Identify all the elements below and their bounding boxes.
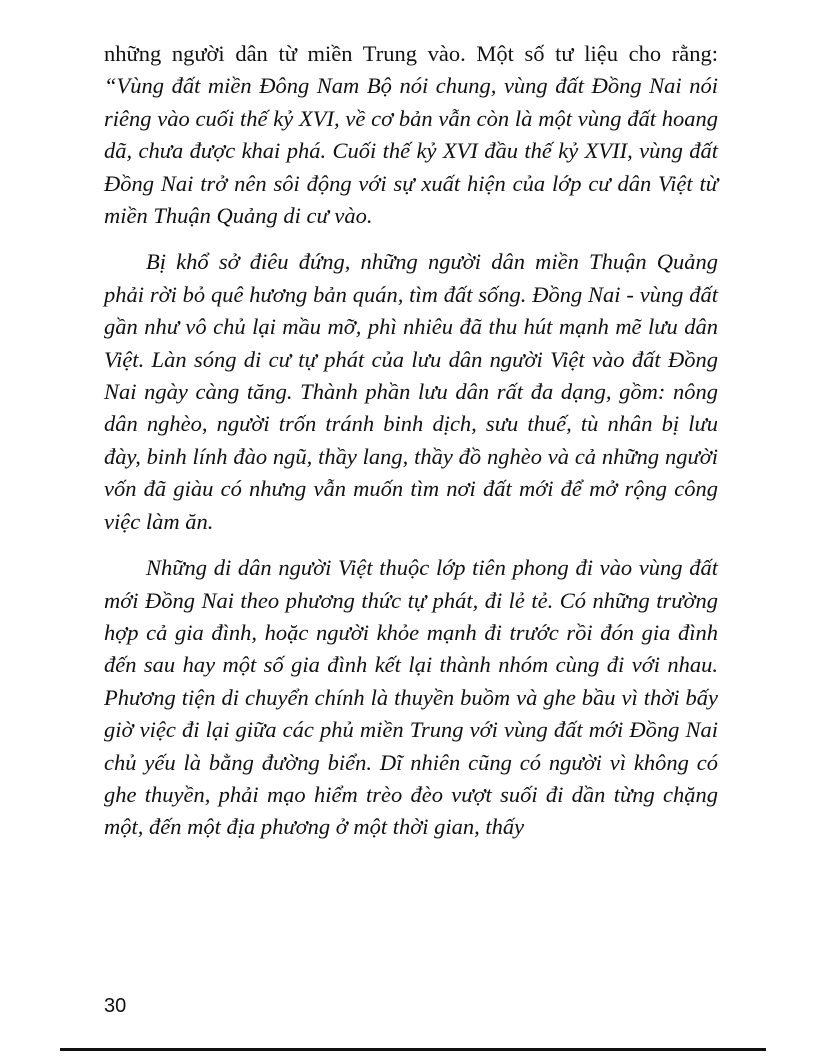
paragraph-1 (104, 38, 718, 232)
bottom-rule-divider (60, 1048, 766, 1051)
paragraph-2: Bị khổ sở điêu đứng, những người dân miền Thuận Quảng phải rời bỏ quê hương bản quán, tìm đất sống. Đồng Nai - vùng đất gần như vô chủ lại mầu mỡ, phì nhiêu đã thu hút mạnh mẽ lưu dân Việt. Làn sóng di cư tự phát của lưu dân người Việt vào đất Đồng Nai ngày càng tăng. Thành phần lưu dân rất đa dạng, gồm: nông dân nghèo, người trốn tránh binh dịch, sưu thuế, tù nhân bị lưu đày, binh lính đào ngũ, thầy lang, thầy đồ nghèo và cả những người vốn đã giàu có nhưng vẫn muốn tìm nơi đất mới để mở rộng công việc làm ăn. (104, 249, 718, 534)
page-number: 30 (104, 995, 127, 1017)
paragraph-1-quotation: “Vùng đất miền Đông Nam Bộ nói chung, vùng đất Đồng Nai nói riêng vào cuối thế kỷ XVI, về cơ bản vẫn còn là một vùng đất hoang dã, chưa được khai phá. Cuối thế kỷ XVI đầu thế kỷ XVII, vùng đất Đồng Nai trở nên sôi động với sự xuất hiện của lớp cư dân Việt từ miền Thuận Quảng di cư vào. (104, 73, 718, 229)
paragraph-1-upright-text: những người dân từ miền Trung vào. Một số tư liệu cho rằng: (104, 41, 718, 66)
body-text (104, 38, 718, 844)
paragraph-3: Những di dân người Việt thuộc lớp tiên phong đi vào vùng đất mới Đồng Nai theo phương thức tự phát, đi lẻ tẻ. Có những trường hợp cả gia đình, hoặc người khỏe mạnh đi trước rồi đón gia đình đến sau hay một số gia đình kết lại thành nhóm cùng đi với nhau. Phương tiện di chuyển chính là thuyền buồm và ghe bầu vì thời bấy giờ việc đi lại giữa các phủ miền Trung với vùng đất mới Đồng Nai chủ yếu là bằng đường biển. Dĩ nhiên cũng có người vì không có ghe thuyền, phải mạo hiểm trèo đèo vượt suối đi dần từng chặng một, đến một địa phương ở một thời gian, thấy (104, 555, 718, 840)
